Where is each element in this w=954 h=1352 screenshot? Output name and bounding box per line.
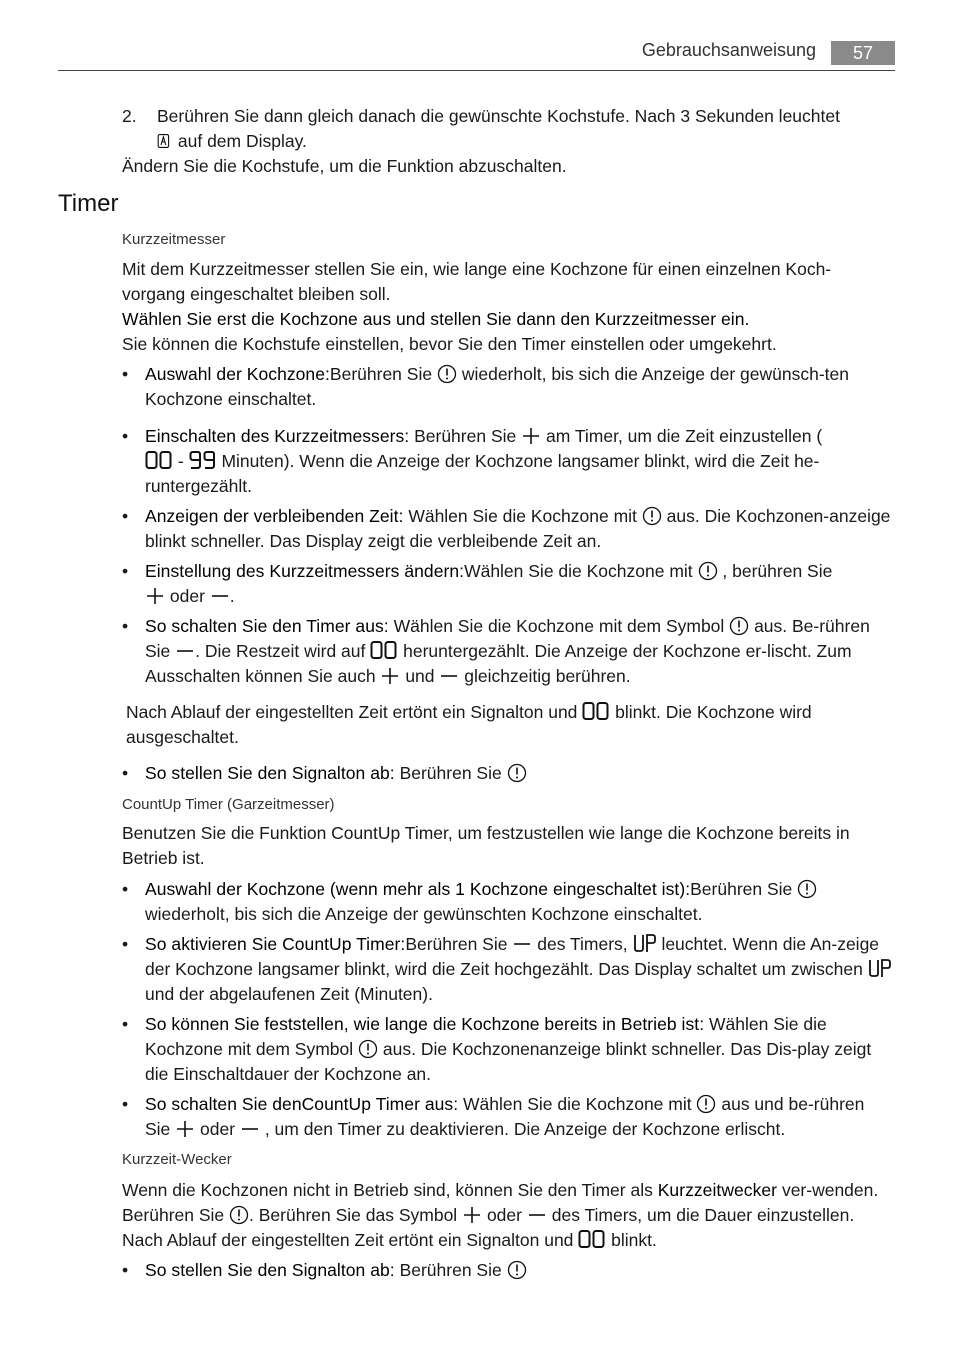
- bullet-countup-activate: • So aktivieren Sie CountUp Timer:Berühren Sie des Timers, leuchtet. Wenn die An-zeige der Kochzone langsamer blinkt, wird die Zeit hochgezählt. Das Display schaltet um zwischen und der abgelaufenen Zeit (Minuten).: [122, 932, 894, 1007]
- section-title: Timer: [58, 190, 119, 217]
- bullet-text: aus. Die Kochzonen-anzeige blinkt schneller. Das Display zeigt die verbleibende Zeit an.: [145, 506, 891, 551]
- kurzzeitmesser-heading: Kurzzeitmesser: [122, 231, 226, 248]
- bullet-text: -: [177, 451, 184, 471]
- kurzzeitmesser-instruction: Wählen Sie erst die Kochzone aus und stellen Sie dann den Kurzzeitmesser ein.: [122, 309, 750, 329]
- timer-select-icon: [358, 1039, 378, 1059]
- timer-select-icon: [642, 506, 662, 526]
- bullet-text: aus. Be-rühren Sie: [145, 616, 870, 661]
- bullet-label: Einstellung des Kurzzeitmessers ändern:: [145, 561, 465, 581]
- bullet-text: oder: [200, 1119, 236, 1139]
- bullet-signal-off: • So stellen Sie den Signalton ab: Berühren Sie: [122, 761, 894, 786]
- plus-icon: [175, 1119, 195, 1139]
- paragraph-text: ver-wenden. Berühren Sie: [122, 1180, 879, 1225]
- bullet-text: des Timers,: [537, 934, 628, 954]
- step-number: 2.: [122, 106, 137, 126]
- header-title: Gebrauchsanweisung: [641, 40, 816, 60]
- bullet-countup-zone-select: • Auswahl der Kochzone (wenn mehr als 1 Kochzone eingeschaltet ist):Berühren Sie wiederholt, bis sich die Anzeige der gewünschten Kochzone einschaltet.: [122, 877, 894, 927]
- step-2-text: Berühren Sie dann gleich danach die gewünschte Kochstufe. Nach 3 Sekunden leuchtet: [157, 106, 840, 126]
- paragraph-text: Nach Ablauf der eingestellten Zeit ertönt ein Signalton und: [126, 702, 578, 722]
- bullet-label: So können Sie feststellen, wie lange die Kochzone bereits in Betrieb ist:: [145, 1014, 705, 1034]
- paragraph-text: blinkt. Die Kochzone wird ausgeschaltet.: [126, 702, 812, 747]
- bullet-text: aus und be-rühren Sie: [145, 1094, 865, 1139]
- page-number: 57: [831, 41, 895, 65]
- paragraph-text: des Timers, um die Dauer einzustellen. Nach Ablauf der eingestellten Zeit ertönt ein Signalton und: [122, 1205, 855, 1250]
- bullet-change-timer: • Einstellung des Kurzzeitmessers ändern:Wählen Sie die Kochzone mit , berühren Sie oder .: [122, 561, 833, 606]
- timer-select-icon: [698, 561, 718, 581]
- bullet-label: So stellen Sie den Signalton ab:: [145, 1260, 395, 1280]
- bullet-label: So aktivieren Sie CountUp Timer:: [145, 934, 406, 954]
- paragraph-text: oder: [486, 1205, 522, 1225]
- step-2-text-end: auf dem Display.: [177, 131, 307, 151]
- timer-select-icon: [507, 763, 527, 783]
- plus-icon: [145, 586, 165, 606]
- bullet-text: . Die Restzeit wird auf: [195, 641, 366, 661]
- bullet-text: und der abgelaufenen Zeit (Minuten).: [145, 984, 433, 1004]
- header-rule: [58, 70, 895, 71]
- bullet-text: wiederholt, bis sich die Anzeige der gewünsch-ten Kochzone einschaltet.: [145, 364, 849, 409]
- bullet-text: Wählen Sie die Kochzone mit: [464, 561, 693, 581]
- bullet-text: Berühren Sie: [399, 763, 502, 783]
- bullet-timer-on: • Einschalten des Kurzzeitmessers: Berühren Sie am Timer, um die Zeit einzustellen ( - Minuten). Wenn die Anzeige der Kochzone langsamer blinkt, wird die Zeit he-runtergezählt.: [122, 426, 823, 496]
- bullet-timer-off: • So schalten Sie den Timer aus: Wählen Sie die Kochzone mit dem Symbol aus. Be-rühren Sie . Die Restzeit wird auf heruntergezählt. Die Anzeige der Kochzone er-lischt. Zum Ausschalten können Sie auch und gleichzeitig berühren.: [122, 616, 870, 686]
- minus-icon: [439, 666, 459, 686]
- display-99-icon: [189, 450, 217, 470]
- bullet-countup-off: • So schalten Sie denCountUp Timer aus: Wählen Sie die Kochzone mit aus und be-rühren Sie oder , um den Timer zu deaktivieren. Die Anzeige der Kochzone erlischt.: [122, 1094, 865, 1139]
- countup-intro: Benutzen Sie die Funktion CountUp Timer, um festzustellen wie lange die Kochzone bereits in Betrieb ist.: [122, 823, 850, 868]
- bullet-label: So schalten Sie denCountUp Timer aus:: [145, 1094, 459, 1114]
- display-00-icon: [370, 640, 398, 660]
- wecker-heading: Kurzzeit-Wecker: [122, 1151, 232, 1168]
- bullet-text: Wählen Sie die Kochzone mit dem Symbol: [393, 616, 725, 636]
- timer-select-icon: [729, 616, 749, 636]
- bullet-label: Anzeigen der verbleibenden Zeit:: [145, 506, 404, 526]
- minus-icon: [527, 1205, 547, 1225]
- display-up-icon: [868, 958, 892, 978]
- timer-select-icon: [797, 879, 817, 899]
- bullet-text: Berühren Sie: [329, 364, 433, 384]
- bullet-text: am Timer, um die Zeit einzustellen (: [546, 426, 823, 446]
- timer-select-icon: [229, 1205, 249, 1225]
- paragraph-emphasis: Kurzzeitwecker: [657, 1180, 778, 1200]
- bullet-label: Einschalten des Kurzzeitmessers:: [145, 426, 410, 446]
- minus-icon: [175, 641, 195, 661]
- display-00-icon: [582, 701, 610, 721]
- bullet-text: Wählen Sie die Kochzone mit: [463, 1094, 692, 1114]
- paragraph-text: Wenn die Kochzonen nicht in Betrieb sind, können Sie den Timer als: [122, 1180, 653, 1200]
- bullet-text: wiederholt, bis sich die Anzeige der gewünschten Kochzone einschaltet.: [145, 904, 703, 924]
- plus-icon: [462, 1205, 482, 1225]
- display-00-icon: [145, 450, 173, 470]
- bullet-text: Minuten). Wenn die Anzeige der Kochzone langsamer blinkt, wird die Zeit he-runtergezählt.: [145, 451, 820, 496]
- bullet-zone-select: • Auswahl der Kochzone:Berühren Sie wiederholt, bis sich die Anzeige der gewünsch-ten Kochzone einschaltet.: [122, 364, 849, 409]
- bullet-text: heruntergezählt. Die Anzeige der Kochzone er-lischt. Zum Ausschalten können Sie auch: [145, 641, 852, 686]
- bullet-text: aus. Die Kochzonenanzeige blinkt schneller. Das Dis-play zeigt die Einschaltdauer der Kochzone an.: [145, 1039, 872, 1084]
- bullet-text: und: [405, 666, 435, 686]
- minus-icon: [210, 586, 230, 606]
- display-a-icon: [157, 131, 173, 151]
- change-note: Ändern Sie die Kochstufe, um die Funktion abzuschalten.: [122, 156, 567, 176]
- bullet-wecker-signal-off: • So stellen Sie den Signalton ab: Berühren Sie: [122, 1258, 894, 1283]
- paragraph-text: . Berühren Sie das Symbol: [249, 1205, 458, 1225]
- bullet-text: Wählen Sie die Kochzone mit dem Symbol: [145, 1014, 827, 1059]
- wecker-paragraph: [122, 1178, 894, 1253]
- display-up-icon: [633, 933, 657, 953]
- display-00-icon: [578, 1229, 606, 1249]
- bullet-label: So schalten Sie den Timer aus:: [145, 616, 389, 636]
- plus-icon: [521, 426, 541, 446]
- bullet-text: Berühren Sie: [405, 934, 508, 954]
- kurzzeitmesser-note: Sie können die Kochstufe einstellen, bevor Sie den Timer einstellen oder umgekehrt.: [122, 334, 777, 354]
- minus-icon: [512, 934, 532, 954]
- bullet-text: gleichzeitig berühren.: [464, 666, 631, 686]
- bullet-text: Berühren Sie: [399, 1260, 502, 1280]
- bullet-text: Berühren Sie: [414, 426, 517, 446]
- bullet-text: leuchtet. Wenn die An-zeige der Kochzone langsamer blinkt, wird die Zeit hochgezählt. Das Display schaltet um zwischen: [145, 934, 880, 979]
- bullet-text: , berühren Sie: [722, 561, 833, 581]
- kurzzeitmesser-intro: Mit dem Kurzzeitmesser stellen Sie ein, wie lange eine Kochzone für einen einzelnen Koch-vorgang eingeschaltet bleiben soll.: [122, 259, 832, 304]
- paragraph-text: blinkt.: [611, 1230, 657, 1250]
- bullet-text: oder: [169, 586, 205, 606]
- timer-select-icon: [507, 1260, 527, 1280]
- bullet-text: , um den Timer zu deaktivieren. Die Anzeige der Kochzone erlischt.: [264, 1119, 786, 1139]
- bullet-label: Auswahl der Kochzone:: [145, 364, 330, 384]
- countup-heading: CountUp Timer (Garzeitmesser): [122, 796, 335, 813]
- timer-select-icon: [437, 364, 457, 384]
- step-2: [122, 104, 894, 151]
- bullet-remaining-time: • Anzeigen der verbleibenden Zeit: Wählen Sie die Kochzone mit aus. Die Kochzonen-anzeige blinkt schneller. Das Display zeigt die verbleibende Zeit an.: [122, 506, 891, 551]
- timer-select-icon: [696, 1094, 716, 1114]
- bullet-label: Auswahl der Kochzone (wenn mehr als 1 Kochzone eingeschaltet ist):: [145, 879, 691, 899]
- bullet-countup-check: • So können Sie feststellen, wie lange die Kochzone bereits in Betrieb ist: Wählen Sie die Kochzone mit dem Symbol aus. Die Kochzonenanzeige blinkt schneller. Das Dis-play zeigt die Einschaltdauer der Kochzone an.: [122, 1014, 872, 1084]
- bullet-text: Berühren Sie: [690, 879, 793, 899]
- bullet-text: Wählen Sie die Kochzone mit: [408, 506, 637, 526]
- minus-icon: [240, 1119, 260, 1139]
- plus-icon: [380, 666, 400, 686]
- end-signal-paragraph: [126, 700, 898, 750]
- bullet-label: So stellen Sie den Signalton ab:: [145, 763, 395, 783]
- bullet-text: .: [229, 586, 235, 606]
